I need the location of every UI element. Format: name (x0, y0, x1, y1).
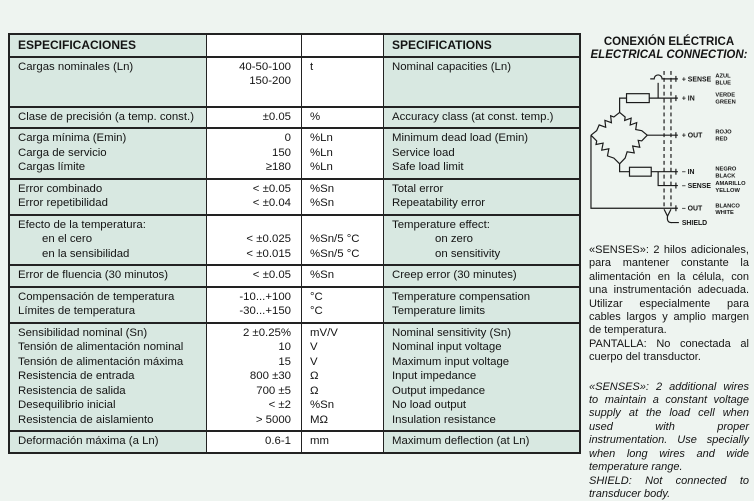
wire-label: + SENSE (682, 76, 712, 83)
row-label-en: Minimum dead load (Emin) Service load Safe load limit (384, 129, 579, 180)
wire-color-en: YELLOW (715, 188, 740, 194)
row-value: -10...+100 -30...+150 (207, 288, 302, 324)
row-label-en: Total error Repeatability error (384, 180, 579, 216)
row-label-es: Error combinado Error repetibilidad (10, 180, 207, 216)
connection-title-es: CONEXIÓN ELÉCTRICA (589, 36, 749, 49)
row-label-en: Accuracy class (at const. temp.) (384, 108, 579, 130)
wire-color-en: BLUE (715, 80, 731, 86)
senses-note-en (589, 381, 749, 501)
shield-note-es-text: PANTALLA: No conectada al cuerpo del transductor. (589, 338, 749, 365)
row-label-es: Compensación de temperatura Límites de temperatura (10, 288, 207, 324)
row-unit: %Sn (302, 266, 384, 288)
wire-label: + OUT (682, 133, 703, 140)
electrical-connection-panel (589, 36, 749, 501)
row-label-es: Efecto de la temperatura: en el cero en la sensibilidad (10, 216, 207, 267)
row-value: < ±0.025 < ±0.015 (207, 216, 302, 267)
row-label-es: Error de fluencia (30 minutos) (10, 266, 207, 288)
shield-wire (667, 216, 679, 222)
row-value: ±0.05 (207, 108, 302, 130)
wire-color-en: BLACK (715, 174, 736, 180)
row-label-es: Sensibilidad nominal (Sn) Tensión de alimentación nominal Tensión de alimentación máxima Resistencia de entrada Resistencia de salida Desequilibrio inicial Resistencia de aislamiento (10, 324, 207, 433)
row-unit: °C °C (302, 288, 384, 324)
table-header-es: ESPECIFICACIONES (10, 35, 207, 58)
row-label-en: Maximum deflection (at Ln) (384, 432, 579, 452)
row-unit: %Sn %Sn (302, 180, 384, 216)
wire-label: – IN (682, 169, 695, 176)
row-unit: %Ln %Ln %Ln (302, 129, 384, 180)
row-label-es: Carga mínima (Emin) Carga de servicio Cargas límite (10, 129, 207, 180)
wire-color-en: GREEN (715, 100, 735, 106)
row-value: < ±0.05 (207, 266, 302, 288)
row-unit: %Sn/5 °C %Sn/5 °C (302, 216, 384, 267)
cable-dashed-lines (664, 71, 679, 223)
row-label-es: Clase de precisión (a temp. const.) (10, 108, 207, 130)
wire-color-es: VERDE (715, 93, 735, 99)
row-value: 2 ±0.25% 10 15 800 ±30 700 ±5 < ±2 > 5000 (207, 324, 302, 433)
wire-color-es: AMARILLO (715, 181, 746, 187)
row-label-en: Nominal sensitivity (Sn) Nominal input voltage Maximum input voltage Input impedance Output impedance No load output Insulation resistance (384, 324, 579, 433)
wire-label: – OUT (682, 206, 703, 213)
table-header-value-blank (207, 35, 302, 58)
wire-color-es: AZUL (715, 73, 731, 79)
row-unit: mm (302, 432, 384, 452)
senses-note-es (589, 244, 749, 365)
row-label-en: Temperature effect: on zero on sensitivity (384, 216, 579, 267)
table-header-en: SPECIFICATIONS (384, 35, 579, 58)
wire-label: – SENSE (682, 183, 712, 190)
wire-label: SHIELD (682, 220, 707, 227)
wire-signal-labels (682, 76, 712, 227)
row-label-en: Nominal capacities (Ln) (384, 58, 579, 108)
row-label-es: Cargas nominales (Ln) (10, 58, 207, 108)
row-label-en: Temperature compensation Temperature limits (384, 288, 579, 324)
row-value: 0 150 ≥180 (207, 129, 302, 180)
senses-note-en-text: «SENSES»: 2 additional wires to maintain a constant voltage supply at the load cell when used with proper instrumentation. Use specially when long wires and wide temperature range. (589, 381, 749, 475)
row-label-en: Creep error (30 minutes) (384, 266, 579, 288)
senses-note-es-text: «SENSES»: 2 hilos adicionales, para mantener constante la alimentación en la célula, con una instrumentación adecuada. Utilizar especialmente para cables largos y amplio margen de temperatura. (589, 244, 749, 338)
wire-color-labels (715, 73, 746, 216)
row-label-es: Deformación máxima (a Ln) (10, 432, 207, 452)
wheatstone-bridge-icon (591, 112, 647, 163)
wire-color-es: NEGRO (715, 167, 737, 173)
wire-label: + IN (682, 96, 695, 103)
wire-color-es: BLANCO (715, 203, 740, 209)
bridge-circuit-diagram (589, 66, 749, 232)
row-unit: mV/V V V Ω Ω %Sn MΩ (302, 324, 384, 433)
connection-title-en: ELECTRICAL CONNECTION: (589, 49, 749, 62)
shield-note-en-text: SHIELD: Not connected to transducer body. (589, 475, 749, 501)
specifications-table (8, 33, 581, 454)
wire-color-es: ROJO (715, 130, 732, 136)
wire-color-en: WHITE (715, 210, 734, 216)
wire-color-en: RED (715, 137, 727, 143)
row-value: 0.6-1 (207, 432, 302, 452)
row-unit: t (302, 58, 384, 108)
row-unit: % (302, 108, 384, 130)
table-header-unit-blank (302, 35, 384, 58)
row-value: < ±0.05 < ±0.04 (207, 180, 302, 216)
row-value: 40-50-100 150-200 (207, 58, 302, 108)
